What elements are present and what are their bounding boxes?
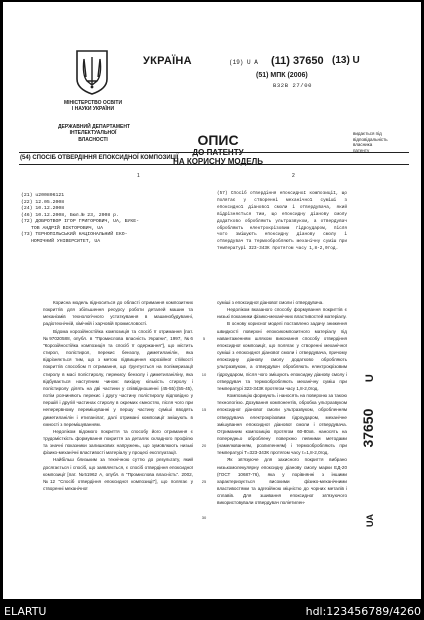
document-country-code: (19) U A xyxy=(229,59,258,66)
description-paragraph: Композицію формують і наносять на поверхню за такою технологією. Дозування компонентів, обробка ультразвуком епоксидної діанової смоли ультразвуком, обробленням отвердувача електрокрізовим гідроударом, механічне змішування епоксидної діанової смоли і отвердувача. Отриманим композицію протягом 60-80хв. наносять на попередньо оброблену поверхню певними методами (намелюванням, розпиленням) і термообробляють при температурі T=323-343К протягом часу τ=1,8-2,0год. xyxy=(217,393,347,456)
description-paragraph: Недоліком вказаного способу формування покриттів є низькі показники фізико-механічних властивостей матеріалу. xyxy=(217,307,347,320)
side-country-code: UA xyxy=(365,514,375,527)
description-paragraph: В основу корисної моделі поставлено задачу зниження швидкості поверхні епоксикомпозитного матеріалу під навантаженням шляхом виконання способу отвердіння епоксидної композиції, що полягає у створенні механічної суміші з епоксидної діанової смоли і отвердувача, причому епоксидну діанову смолу додатково обробляють ультразвуком, а отвердувач обробляють електрокрізовим гідроударом, після чого змішують епоксидну діанову смолу і отвердувач та термообробляють механічну суміш при температурі 323-343К протягом часу 1,8-2,0год. xyxy=(217,321,347,391)
side-number: 37650 xyxy=(360,408,376,448)
ukraine-coat-of-arms-emblem xyxy=(75,49,109,95)
line-numbers: 5 10 15 20 25 30 xyxy=(201,335,207,520)
claim-text: (57) Спосіб отвердіння епоксидної композиції, що полягає у створенні механічної суміші з епоксидної діанової смоли і отвердувача, який відрізняється тим, що епоксидну діанову смолу додатково обробляють ультразвуком, а отвердувач обробляють електрокрізовим гідроударом, після чого змішують епоксидну діанову смолу і отвердувач та термообробляють механічну суміш при температурі 323-343К протягом часу 1,8-2,0год. xyxy=(217,191,347,252)
department-line: ВЛАСНОСТІ xyxy=(78,136,108,143)
description-paragraph: Як зв'язуюче для захисного покриття вибрано низькомолекулярну епоксидну діанову смолу марки ЕД-20 (ГОСТ 10687-76), яка у порівнянні з іншими характеризується високими фізико-механічними властивостями та адгезійною міцністю до чорних металів і сплавів. Для зшивання епоксидної зв'язуючого використовували отвердувач поліетилен- xyxy=(217,457,347,506)
invention-title: (54) СПОСІБ ОТВЕРДІННЯ ЕПОКСИДНОЇ КОМПОЗИЦІЇ xyxy=(20,155,179,161)
ministry-name xyxy=(62,100,124,112)
description-paragraph: Найбільш близьким за технічною суттю до результату, який досягається і спосіб, що заявляється, є спосіб отвердіння епоксидної композиції [пат. №51962 А, опубл. в "Промислова власність". 2002, №12 "Спосіб отвердіння епоксидної композиції"], що полягає у створенні механічної xyxy=(43,457,193,492)
ministry-line: І НАУКИ УКРАЇНИ xyxy=(71,106,115,112)
title-bottom-rule xyxy=(19,164,409,165)
bib-field: (73) ТЕРНОПІЛЬСЬКИЙ НАЦІОНАЛЬНИЙ ЕКО- xyxy=(21,232,128,237)
issuance-note-line: видається під xyxy=(353,131,382,136)
description-left-column xyxy=(43,299,193,492)
column-marker: 2 xyxy=(292,173,295,179)
issuance-note-line: патенту xyxy=(353,147,370,153)
issuance-note xyxy=(353,131,388,153)
patent-page xyxy=(3,2,421,599)
bibliographic-data xyxy=(21,193,139,245)
title-line-2: ДО ПАТЕНТУ xyxy=(192,148,244,157)
issuance-note-line: відповідальність xyxy=(353,136,388,142)
title-opis: ОПИС xyxy=(197,132,239,148)
bib-field: ТОВ АНДРІЙ ВІКТОРОВИЧ, UA xyxy=(31,225,103,231)
bib-field: (46) 10.12.2008, Бюл.№ 23, 2008 р. xyxy=(21,212,119,218)
status-bar xyxy=(0,600,424,620)
bib-field: (21) u200806121 xyxy=(21,193,65,198)
description-right-column xyxy=(217,299,347,507)
ipc-class: B32B 27/00 xyxy=(273,82,313,89)
column-marker: 1 xyxy=(137,173,140,179)
department-line: ДЕРЖАВНИЙ ДЕПАРТАМЕНТ xyxy=(58,124,130,130)
description-paragraph: суміші з епоксидної діанової смоли і отвердувача. xyxy=(217,300,324,305)
bib-field: НОМІЧНИЙ УНІВЕРСИТЕТ, UA xyxy=(31,238,101,244)
ipc-label: (51) МПК (2006) xyxy=(256,72,308,79)
description-paragraph: Корисна модель відноситься до області отримання композитних покриттів для збільшення ресурсу роботи деталей машин та механізмів технологічного устаткування в машинобудуванні, радіотехнічній, хімічній і харчовій промисловості. xyxy=(43,300,193,327)
title-line-3: НА КОРИСНУ МОДЕЛЬ xyxy=(173,157,263,166)
department-name xyxy=(58,124,128,143)
bib-field: (72) ДОБРОТВОР ІГОР ГРИГОРОВИЧ, UA, БУКЕ- xyxy=(21,219,140,224)
status-left-label: ELARTU xyxy=(4,605,47,618)
side-kind-code: U xyxy=(364,374,376,383)
bib-field: (24) 10.12.2008 xyxy=(21,206,65,211)
department-line: ІНТЕЛЕКТУАЛЬНОЇ xyxy=(69,130,117,137)
status-handle-label: hdl:123456789/4260 xyxy=(305,605,421,618)
patent-number: (11) 37650 xyxy=(271,55,324,67)
issuance-note-line: власника xyxy=(353,142,373,148)
description-paragraph: Відома корозійностійка композиція та спосіб її отримання [пат. №97020588, опубл. в "Промислова власність України", 1997, №6 "Корозійностійка композиція та спосіб її одержання"], що містить стирол, полістирол, перекис бензолу, диметиланілін, яка відрізняється тим, що з метою підвищення корозійної стійкості покриттів способом її отримання, що ґрунтується на полімеризації стиролу в масі полістиролу, перекису бензолу і диметиланіліну, яка відбувається наступним чином: вихідну кількість стиролу і полістиролу ділять на дві частини у співвідношенні (45-55):(55-45), потім розчиняють перекис і другу частину полістиролу відповідно у першій і другій частинах стиролу в окремих ємностях, після чого при неперервному перемішуванні у першу частину суміші вводять диметиланілін і етиланілат, далі отримані композиції змішують в ємності з перемішуванням. xyxy=(43,328,193,427)
side-patent-number xyxy=(360,374,378,527)
title-top-rule xyxy=(19,152,409,153)
bib-field: (22) 12.05.2008 xyxy=(21,199,65,205)
country-name: УКРАЇНА xyxy=(143,55,192,67)
document-kind-code: (13) U xyxy=(332,55,360,66)
description-paragraph: Недоліком відомого покриття та способу його отримання є трудомісткість формування покриття за деталях складного профілю та значні показники залишкових напружень, що зумовлюють низькі фізико-механічні властивості матеріалу у процесі експлуатації. xyxy=(43,428,193,456)
ministry-line: МІНІСТЕРСТВО ОСВІТИ xyxy=(63,100,123,106)
document-title xyxy=(143,133,293,166)
